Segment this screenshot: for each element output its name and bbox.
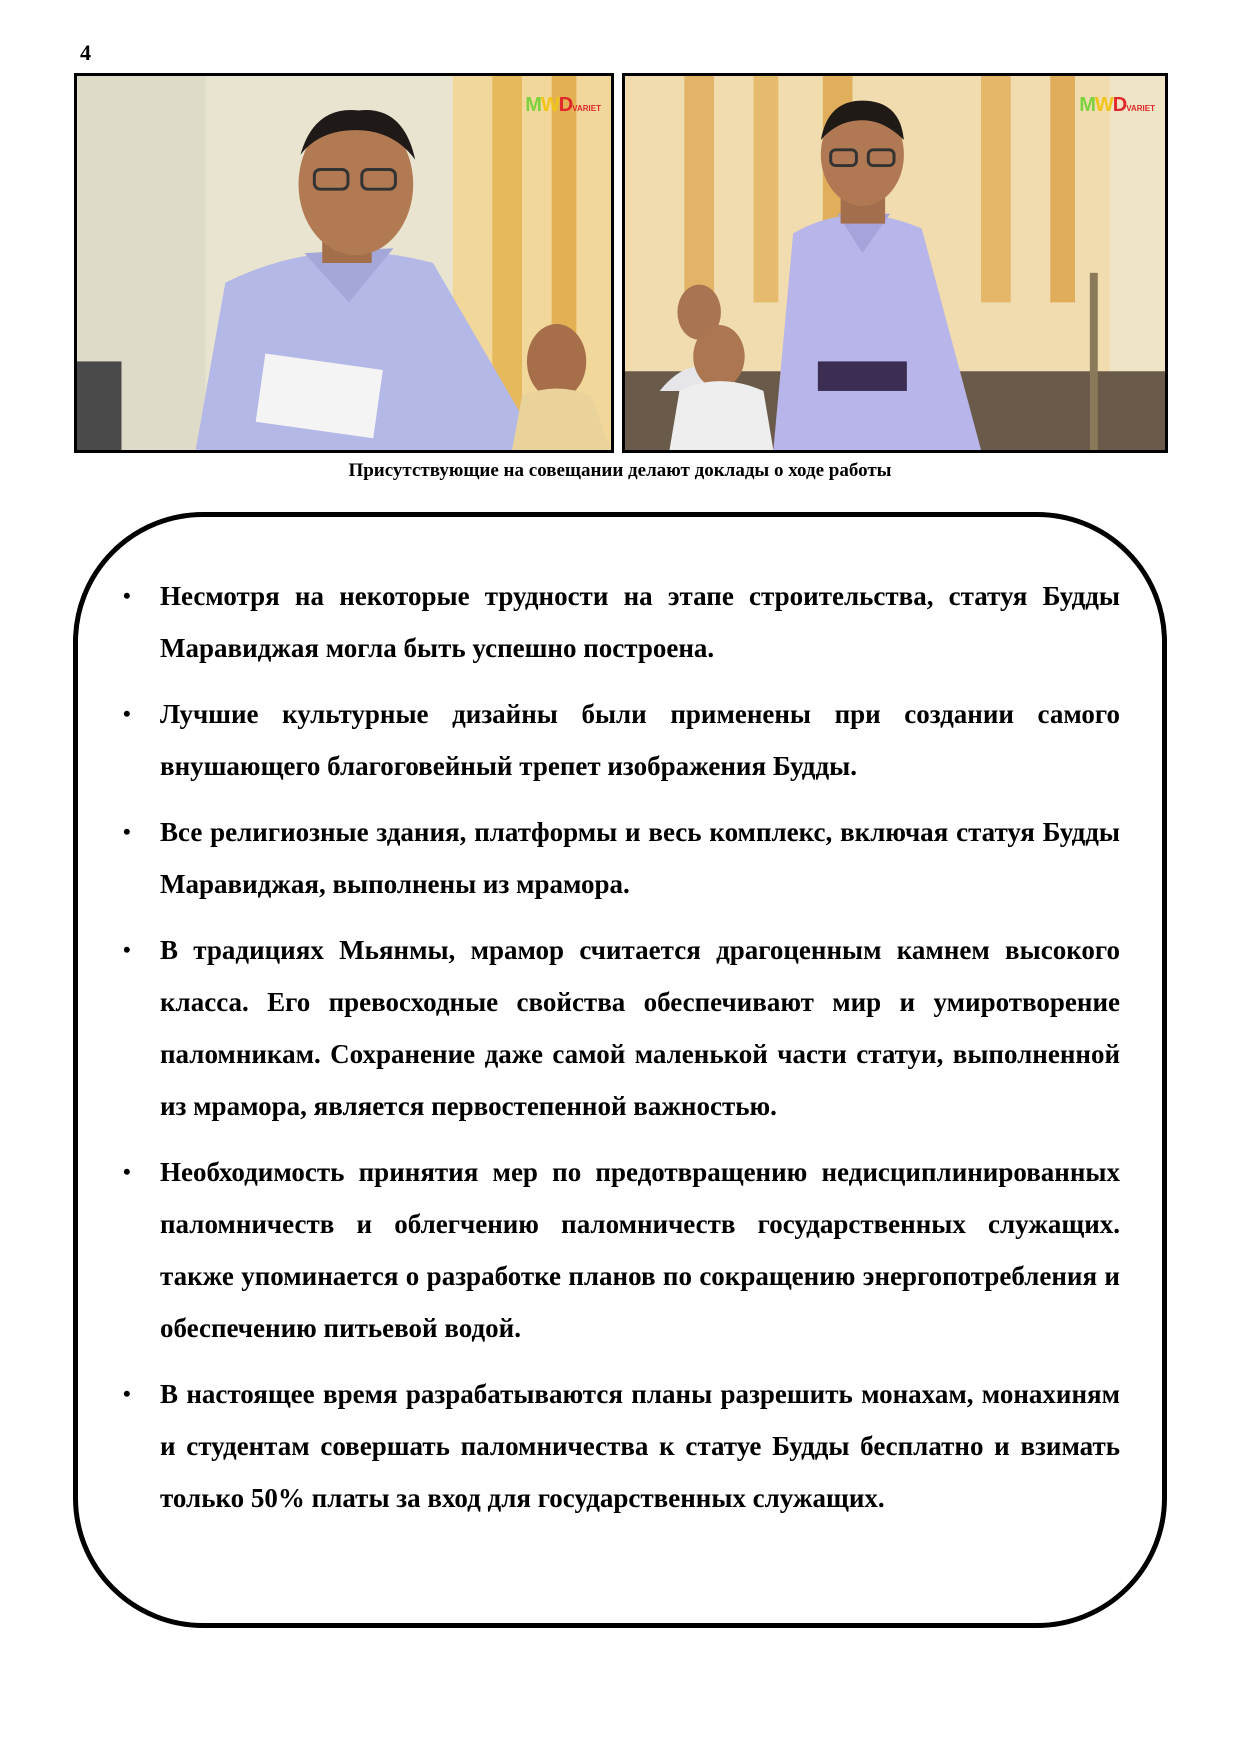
bullet-text: Необходимость принятия мер по предотвращению недисциплинированных паломничеств и облегчению паломничеств государственных служащих. также упоминается о разработке планов по сокращению энергопотребления и обеспечению питьевой водой. xyxy=(160,1157,1120,1343)
bullet-dot-icon: • xyxy=(123,701,131,726)
bullet-dot-icon: • xyxy=(123,1159,131,1184)
photo-speaker-standing xyxy=(622,73,1168,453)
bullet-text: В традициях Мьянмы, мрамор считается драгоценным камнем высокого класса. Его превосходные свойства обеспечивают мир и умиротворение паломникам. Сохранение даже самой маленькой части статуи, выполненной из мрамора, является первостепенной важностью. xyxy=(160,935,1120,1121)
photo-speaker-standing-image xyxy=(625,76,1165,450)
photo-right-watermark: MWDVARIET xyxy=(1079,94,1155,116)
bullet-dot-icon: • xyxy=(123,583,131,608)
bullet-text: В настоящее время разрабатываются планы разрешить монахам, монахиням и студентам совершать паломничества к статуе Будды бесплатно и взимать только 50% платы за вход для государственных служащих. xyxy=(160,1379,1120,1513)
bullet-item xyxy=(123,806,1120,910)
bullet-text: Все религиозные здания, платформы и весь комплекс, включая статуя Будды Маравиджая, выполнены из мрамора. xyxy=(160,817,1120,899)
photo-caption: Присутствующие на совещании делают доклады о ходе работы xyxy=(348,460,892,481)
bullet-item xyxy=(123,1146,1120,1354)
bullet-item xyxy=(123,1368,1120,1524)
bullet-text: Лучшие культурные дизайны были применены при создании самого внушающего благоговейный трепет изображения Будды. xyxy=(160,699,1120,781)
bullet-item xyxy=(123,688,1120,792)
bullet-dot-icon: • xyxy=(123,1381,131,1406)
bullet-dot-icon: • xyxy=(123,819,131,844)
photo-left-watermark: MWDVARIET xyxy=(525,94,601,116)
bullet-item xyxy=(123,924,1120,1132)
page-number: 4 xyxy=(80,40,91,65)
photo-speaker-seated xyxy=(74,73,614,453)
photo-speaker-seated-image xyxy=(77,76,611,450)
bullet-dot-icon: • xyxy=(123,937,131,962)
bullet-item xyxy=(123,570,1120,674)
bullet-list xyxy=(123,570,1120,1538)
bullet-text: Несмотря на некоторые трудности на этапе строительства, статуя Будды Маравиджая могла быть успешно построена. xyxy=(160,581,1120,663)
